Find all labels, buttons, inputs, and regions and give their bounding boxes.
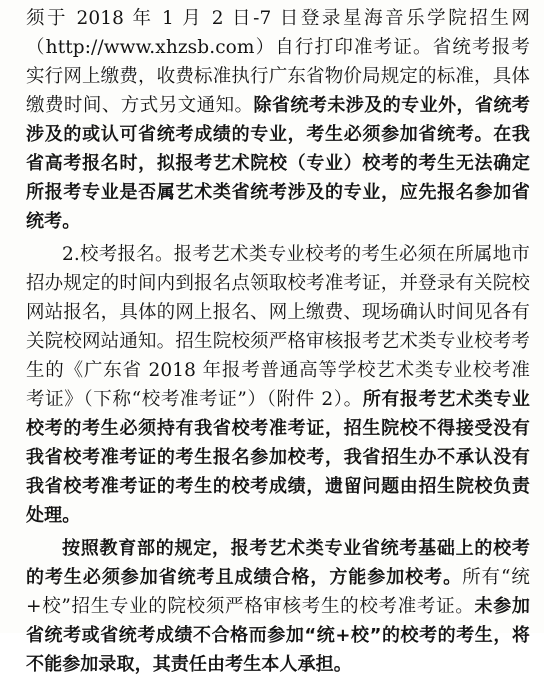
- text-run: 所有“统+校”招生专业的院校须严格审核考生的校考准考证。: [26, 567, 530, 617]
- bold-text-run: 按照教育部的规定，报考艺术类专业省统考基础上的校考的考生必须参加省统考且成绩合格，方能参加校考。: [26, 538, 530, 588]
- bold-text-run: 未参加省统考或省统考成绩不合格而参加“统+校”的校考的考生，将不能参加录取，其责任由考生本人承担。: [26, 596, 530, 675]
- bold-text-run: 除省统考未涉及的专业外，省统考涉及的或认可省统考成绩的专业，考生必须参加省统考。在我省高考报名时，拟报考艺术院校（专业）校考的考生无法确定所报考专业是否属艺术类省统考涉及的专业，应先报名参加省统考。: [26, 95, 531, 232]
- paragraph-ministry-rules: [26, 534, 530, 679]
- text-run: 2.校考报名。报考艺术类专业校考的考生必须在所属地市招办规定的时间内到报名点领取校考准考证，并登录有关院校网站报名，具体的网上报名、网上缴费、现场确认时间见各有关院校网站通知。招生院校须严格审核报考艺术类专业校考考生的《广东省 2018 年报考普通高等学校艺术类专业校考准考证》（下称“校考准考证”）（附件 2）。: [26, 244, 530, 410]
- paragraph-school-exam-registration: [26, 240, 530, 530]
- paragraph-exam-registration: [26, 4, 530, 236]
- bold-text-run: 所有报考艺术类专业校考的考生必须持有我省校考准考证，招生院校不得接受没有我省校考准考证的考生报名参加校考，我省招生办不承认没有我省校考准考证的考生的校考成绩，遗留问题由招生院校负责处理。: [26, 389, 531, 526]
- text-run: 须于 2018 年 1 月 2 日-7 日登录星海音乐学院招生网（http://www.xhzsb.com）自行打印准考证。省统考报考实行网上缴费，收费标准执行广东省物价局规定的标准，具体缴费时间、方式另文通知。: [26, 8, 530, 116]
